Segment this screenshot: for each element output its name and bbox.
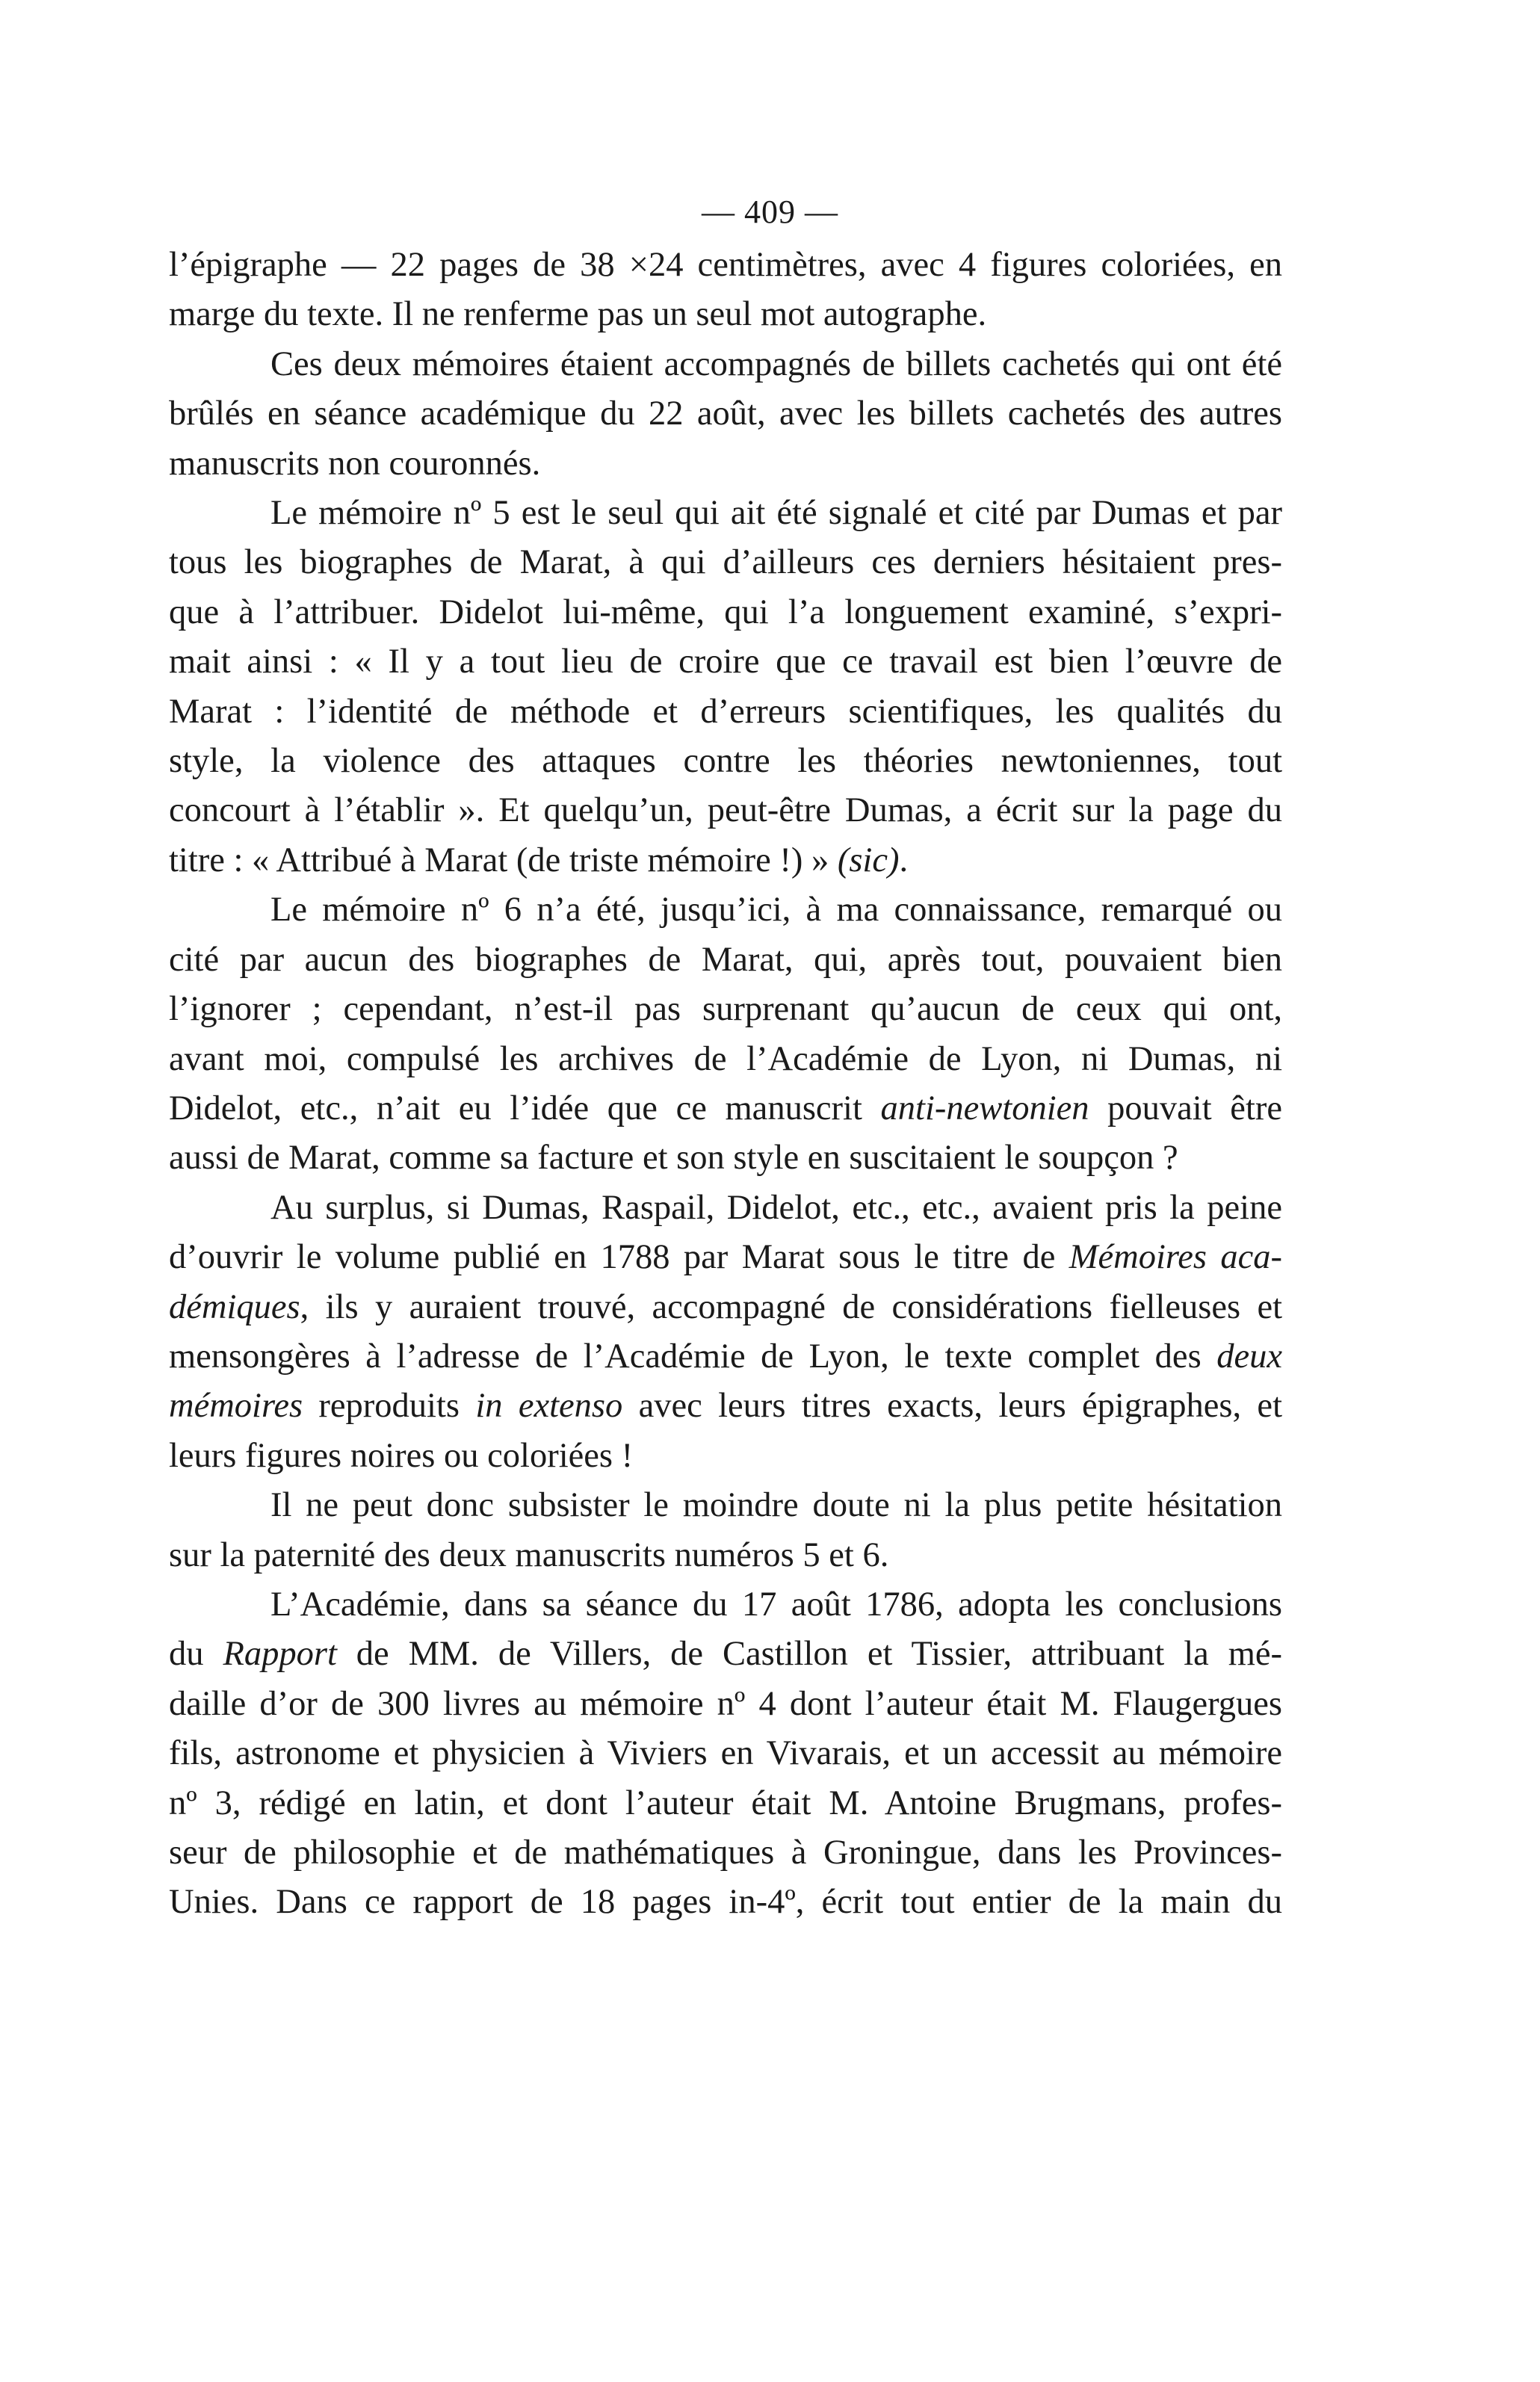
text-line: Le mémoire nº 6 n’a été, jusqu’ici, à ma connaissance, remarqué ou bbox=[270, 891, 1282, 929]
text-line: style, la violence des attaques contre les théories newtoniennes, tout bbox=[169, 742, 1282, 781]
paragraph bbox=[169, 1481, 1282, 1580]
text-line: mait ainsi : « Il y a tout lieu de croire que ce travail est bien l’œuvre de bbox=[169, 643, 1282, 681]
text-line: du Rapport de MM. de Villers, de Castillon et Tissier, attribuant la mé- bbox=[169, 1635, 1283, 1674]
text-line: titre : « Attribué à Marat (de triste mémoire !) » (sic). bbox=[169, 841, 909, 879]
paragraph bbox=[169, 489, 1282, 885]
text-line: Didelot, etc., n’ait eu l’idée que ce manuscrit anti-newtonien pouvait être bbox=[169, 1089, 1282, 1127]
text-line: Marat : l’identité de méthode et d’erreurs scientifiques, les qualités du bbox=[169, 692, 1282, 731]
paragraph bbox=[169, 885, 1282, 1183]
paragraph bbox=[169, 1184, 1282, 1481]
text-line: brûlés en séance académique du 22 août, avec les billets cachetés des autres bbox=[169, 395, 1282, 433]
paragraph bbox=[169, 340, 1282, 489]
paragraph bbox=[169, 1580, 1282, 1928]
text-line: sur la paternité des deux manuscrits numéros 5 et 6. bbox=[169, 1535, 889, 1574]
text-line: Au surplus, si Dumas, Raspail, Didelot, etc., etc., avaient pris la peine bbox=[270, 1188, 1282, 1227]
text-line: l’ignorer ; cependant, n’est-il pas surprenant qu’aucun de ceux qui ont, bbox=[169, 990, 1282, 1029]
text-line: d’ouvrir le volume publié en 1788 par Marat sous le titre de Mémoires aca- bbox=[169, 1238, 1283, 1277]
text-line: daille d’or de 300 livres au mémoire nº 4 dont l’auteur était M. Flaugergues bbox=[169, 1684, 1282, 1723]
text-line: manuscrits non couronnés. bbox=[169, 444, 541, 483]
text-line: Le mémoire nº 5 est le seul qui ait été signalé et cité par Dumas et par bbox=[270, 494, 1282, 533]
text-line: concourt à l’établir ». Et quelqu’un, peut-être Dumas, a écrit sur la page du bbox=[169, 791, 1282, 830]
text-line: que à l’attribuer. Didelot lui-même, qui l’a longuement examiné, s’expri- bbox=[169, 593, 1282, 631]
text-line: tous les biographes de Marat, à qui d’ailleurs ces derniers hésitaient pres- bbox=[169, 543, 1282, 582]
text-line: l’épigraphe — 22 pages de 38 ×24 centimètres, avec 4 figures coloriées, en bbox=[169, 246, 1282, 284]
paragraph bbox=[169, 241, 1282, 340]
text-line: fils, astronome et physicien à Viviers en Vivarais, et un accessit au mémoire bbox=[169, 1734, 1282, 1773]
text-line: seur de philosophie et de mathématiques à Groningue, dans les Provinces- bbox=[169, 1834, 1282, 1872]
text-line: Il ne peut donc subsister le moindre doute ni la plus petite hésitation bbox=[270, 1486, 1282, 1525]
text-line: L’Académie, dans sa séance du 17 août 1786, adopta les conclusions bbox=[270, 1585, 1282, 1624]
text-line: marge du texte. Il ne renferme pas un seul mot autographe. bbox=[169, 295, 987, 334]
text-line: leurs figures noires ou coloriées ! bbox=[169, 1436, 634, 1475]
text-line: démiques, ils y auraient trouvé, accompagné de considérations fielleuses et bbox=[169, 1287, 1282, 1326]
text-line: Ces deux mémoires étaient accompagnés de billets cachetés qui ont été bbox=[270, 344, 1282, 383]
body-text bbox=[169, 241, 1282, 1928]
text-line: cité par aucun des biographes de Marat, qui, après tout, pouvaient bien bbox=[169, 940, 1282, 979]
text-line: mensongères à l’adresse de l’Académie de Lyon, le texte complet des deux bbox=[169, 1337, 1282, 1376]
text-line: Unies. Dans ce rapport de 18 pages in-4º, écrit tout entier de la main du bbox=[169, 1883, 1282, 1922]
text-line: mémoires reproduits in extenso avec leurs titres exacts, leurs épigraphes, et bbox=[169, 1387, 1282, 1426]
page-number: — 409 — bbox=[702, 194, 838, 230]
text-line: nº 3, rédigé en latin, et dont l’auteur était M. Antoine Brugmans, profes- bbox=[169, 1784, 1282, 1822]
text-line: aussi de Marat, comme sa facture et son style en suscitaient le soupçon ? bbox=[169, 1139, 1178, 1178]
text-line: avant moi, compulsé les archives de l’Académie de Lyon, ni Dumas, ni bbox=[169, 1039, 1282, 1078]
